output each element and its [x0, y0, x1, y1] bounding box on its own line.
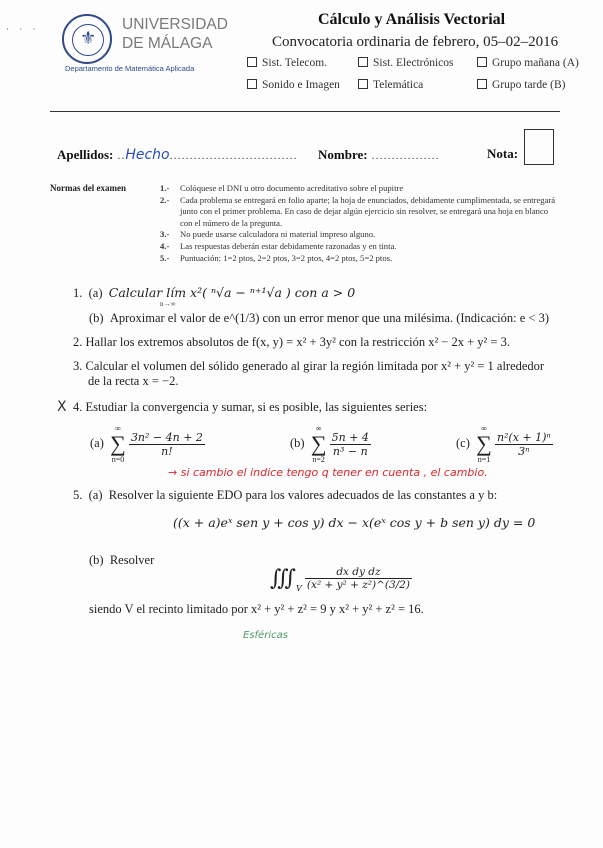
checkbox-icon[interactable] — [247, 57, 257, 67]
apellidos-label: Apellidos: — [57, 147, 114, 162]
checkbox-icon[interactable] — [477, 79, 487, 89]
option-telematica[interactable]: Telemática — [358, 79, 423, 91]
nombre-field[interactable]: ................. — [371, 148, 440, 162]
nota-label: Nota: — [487, 146, 519, 161]
nombre-row — [318, 146, 440, 164]
nota-box[interactable] — [524, 129, 554, 165]
problem-3-line1: 3. Calcular el volumen del sólido generado al girar la región limitada por x² + y² = 1 alrededor — [73, 359, 545, 373]
series-b: (b) ∞ ∑ n=2 $\frac{5n + 4}{\text{n³ − n}}$ — [290, 424, 369, 464]
option-sist-telecom[interactable]: Sist. Telecom. — [247, 57, 327, 69]
series-c: (c) ∞ ∑ n=1 $\frac{\text{n²(x + 1)ⁿ}}{\text{3ⁿ}}$ — [456, 424, 551, 464]
rule-item: 2.- Cada problema se entregará en folio aparte; la hoja de enunciados, debidamente cumplimentada, se entregará junto con el primer problema. En caso de dejar algún ejercicio sin resolver, se entregará una hoja en blanco con el número de la pregunta. — [160, 194, 556, 228]
university-seal-icon: ⚜ — [62, 14, 112, 64]
summation-icon: ∞ ∑ n=1 — [476, 424, 492, 464]
handwritten-note-red: → si cambio el indice tengo q tener en cuenta , el cambio. — [168, 466, 488, 479]
problem-1b: (b) Aproximar el valor de e^(1/3) con un error menor que una milésima. (Indicación: e < 3) — [89, 311, 549, 325]
integral-icon: ∭ — [270, 565, 297, 590]
summation-icon: ∞ ∑ n=2 — [310, 424, 327, 464]
option-grupo-tarde[interactable]: Grupo tarde (B) — [477, 79, 565, 91]
problem-1a: 1. (a) Calcular lím x²( ⁿ√a − ⁿ⁺¹√a ) con a > 0 — [73, 285, 356, 300]
checkbox-icon[interactable] — [477, 57, 487, 67]
apellidos-value[interactable]: Hecho — [125, 147, 170, 163]
checkbox-icon[interactable] — [358, 57, 368, 67]
handwritten-x-mark: X — [57, 399, 67, 415]
rule-item: 3.- No puede usarse calculadora ni material impreso alguno. — [160, 229, 376, 240]
department-name: Departamento de Matemática Aplicada — [65, 64, 195, 73]
problem-3-line2: de la recta x = −2. — [88, 374, 179, 388]
triple-integral: $∭_V$ $\frac{\text{dx dy dz}}{\text{(x² + y² + z²)\textasciicircum{}(3/2)}}$ — [270, 565, 410, 593]
option-sonido-imagen[interactable]: Sonido e Imagen — [247, 79, 340, 91]
nombre-label: Nombre: — [318, 147, 368, 162]
university-name-line1: UNIVERSIDAD — [122, 16, 228, 33]
ode-equation: ((x + a)eˣ sen y + cos y) dx − x(eˣ cos y + b sen y) dy = 0 — [173, 515, 536, 530]
problem-5b: (b) Resolver — [89, 553, 155, 567]
problem-4: 4. Estudiar la convergencia y sumar, si es posible, las siguientes series: — [73, 400, 428, 414]
header-divider — [50, 111, 560, 112]
limit-subscript: n→∞ — [160, 300, 176, 308]
problem-5b-region: siendo V el recinto limitado por x² + y² + z² = 9 y x² + y² + z² = 16. — [89, 602, 424, 616]
problem-2: 2. Hallar los extremos absolutos de f(x, y) = x² + 3y² con la restricción x² − 2x + y² = 3. — [73, 335, 510, 349]
option-grupo-manana[interactable]: Grupo mañana (A) — [477, 57, 579, 69]
problem-5a: 5. (a) Resolver la siguiente EDO para los valores adecuados de las constantes a y b: — [73, 488, 498, 502]
checkbox-icon[interactable] — [358, 79, 368, 89]
rule-item: 5.- Puntuación: 1=2 ptos, 2=2 ptos, 3=2 ptos, 4=2 ptos, 5=2 ptos. — [160, 252, 393, 263]
handwritten-note-green: Esféricas — [243, 630, 288, 641]
apellidos-row: Apellidos: ..Hecho................................ — [57, 147, 298, 163]
corner-marks: · · · — [6, 24, 40, 34]
exam-convocatoria: Convocatoria ordinaria de febrero, 05–02–2016 — [272, 34, 559, 50]
rule-item: 4.- Las respuestas deberán estar debidamente razonadas y en tinta. — [160, 240, 397, 251]
rules-list — [160, 183, 560, 264]
university-name-line2: DE MÁLAGA — [122, 35, 213, 52]
exam-title: Cálculo y Análisis Vectorial — [318, 11, 506, 28]
summation-icon: ∞ ∑ n=0 — [110, 424, 126, 464]
option-sist-electronicos[interactable]: Sist. Electrónicos — [358, 57, 454, 69]
rule-item: 1.- Colóquese el DNI u otro documento acreditativo sobre el pupitre — [160, 183, 404, 193]
checkbox-icon[interactable] — [247, 79, 257, 89]
rules-heading: Normas del examen — [50, 183, 126, 193]
series-a: (a) ∞ ∑ n=0 $\frac{\text{3n² − 4n + 2}}{n!}$ — [90, 424, 203, 464]
